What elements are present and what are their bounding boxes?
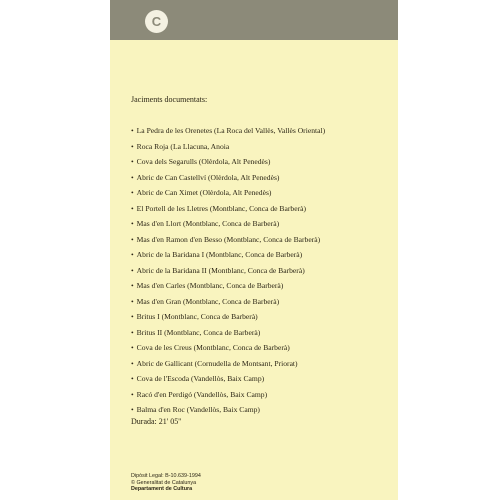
sites-list [131, 123, 325, 418]
booklet-page [110, 0, 398, 500]
list-item: • Cova dels Segarulls (Olèrdola, Alt Penedès) [131, 154, 325, 170]
list-item: • Abric de Can Castellví (Olèrdola, Alt Penedès) [131, 170, 325, 186]
sites-heading: Jaciments documentats: [131, 95, 208, 104]
list-item: • Mas d'en Llort (Montblanc, Conca de Barberà) [131, 216, 325, 232]
list-item: • Abric de la Baridana I (Montblanc, Conca de Barberà) [131, 247, 325, 263]
copyright: © Generalitat de Catalunya [131, 479, 197, 486]
list-item: • Mas d'en Gran (Montblanc, Conca de Barberà) [131, 294, 325, 310]
list-item: • Abric de Gallicant (Cornudella de Montsant, Priorat) [131, 356, 325, 372]
list-item: • Abric de la Baridana II (Montblanc, Conca de Barberà) [131, 263, 325, 279]
list-item: • Racó d'en Perdigó (Vandellòs, Baix Camp) [131, 387, 325, 403]
list-item: • Cova de les Creus (Montblanc, Conca de Barberà) [131, 340, 325, 356]
list-item: • Mas d'en Ramon d'en Besso (Montblanc, Conca de Barberà) [131, 232, 325, 248]
footer [131, 473, 201, 493]
logo-c-icon: C [145, 10, 168, 33]
list-item: • Balma d'en Roc (Vandellòs, Baix Camp) [131, 402, 325, 418]
list-item: • La Pedra de les Orenetes (La Roca del Vallès, Vallès Oriental) [131, 123, 325, 139]
list-item: • Britus II (Montblanc, Conca de Barberà) [131, 325, 325, 341]
top-bar [110, 0, 398, 40]
list-item: • Roca Roja (La Llacuna, Anoia [131, 139, 325, 155]
department-name: Departament de Cultura [131, 486, 193, 493]
list-item: • Cova de l'Escoda (Vandellòs, Baix Camp) [131, 371, 325, 387]
duration-text: Durada: 21' 05'' [131, 417, 182, 426]
list-item: • Mas d'en Carles (Montblanc, Conca de Barberà) [131, 278, 325, 294]
list-item: • Britus I (Montblanc, Conca de Barberà) [131, 309, 325, 325]
legal-deposit: Dipòsit Legal: B-10.639-1994 [131, 473, 201, 479]
list-item: • El Portell de les Lletres (Montblanc, Conca de Barberà) [131, 201, 325, 217]
list-item: • Abric de Can Ximet (Olèrdola, Alt Penedès) [131, 185, 325, 201]
